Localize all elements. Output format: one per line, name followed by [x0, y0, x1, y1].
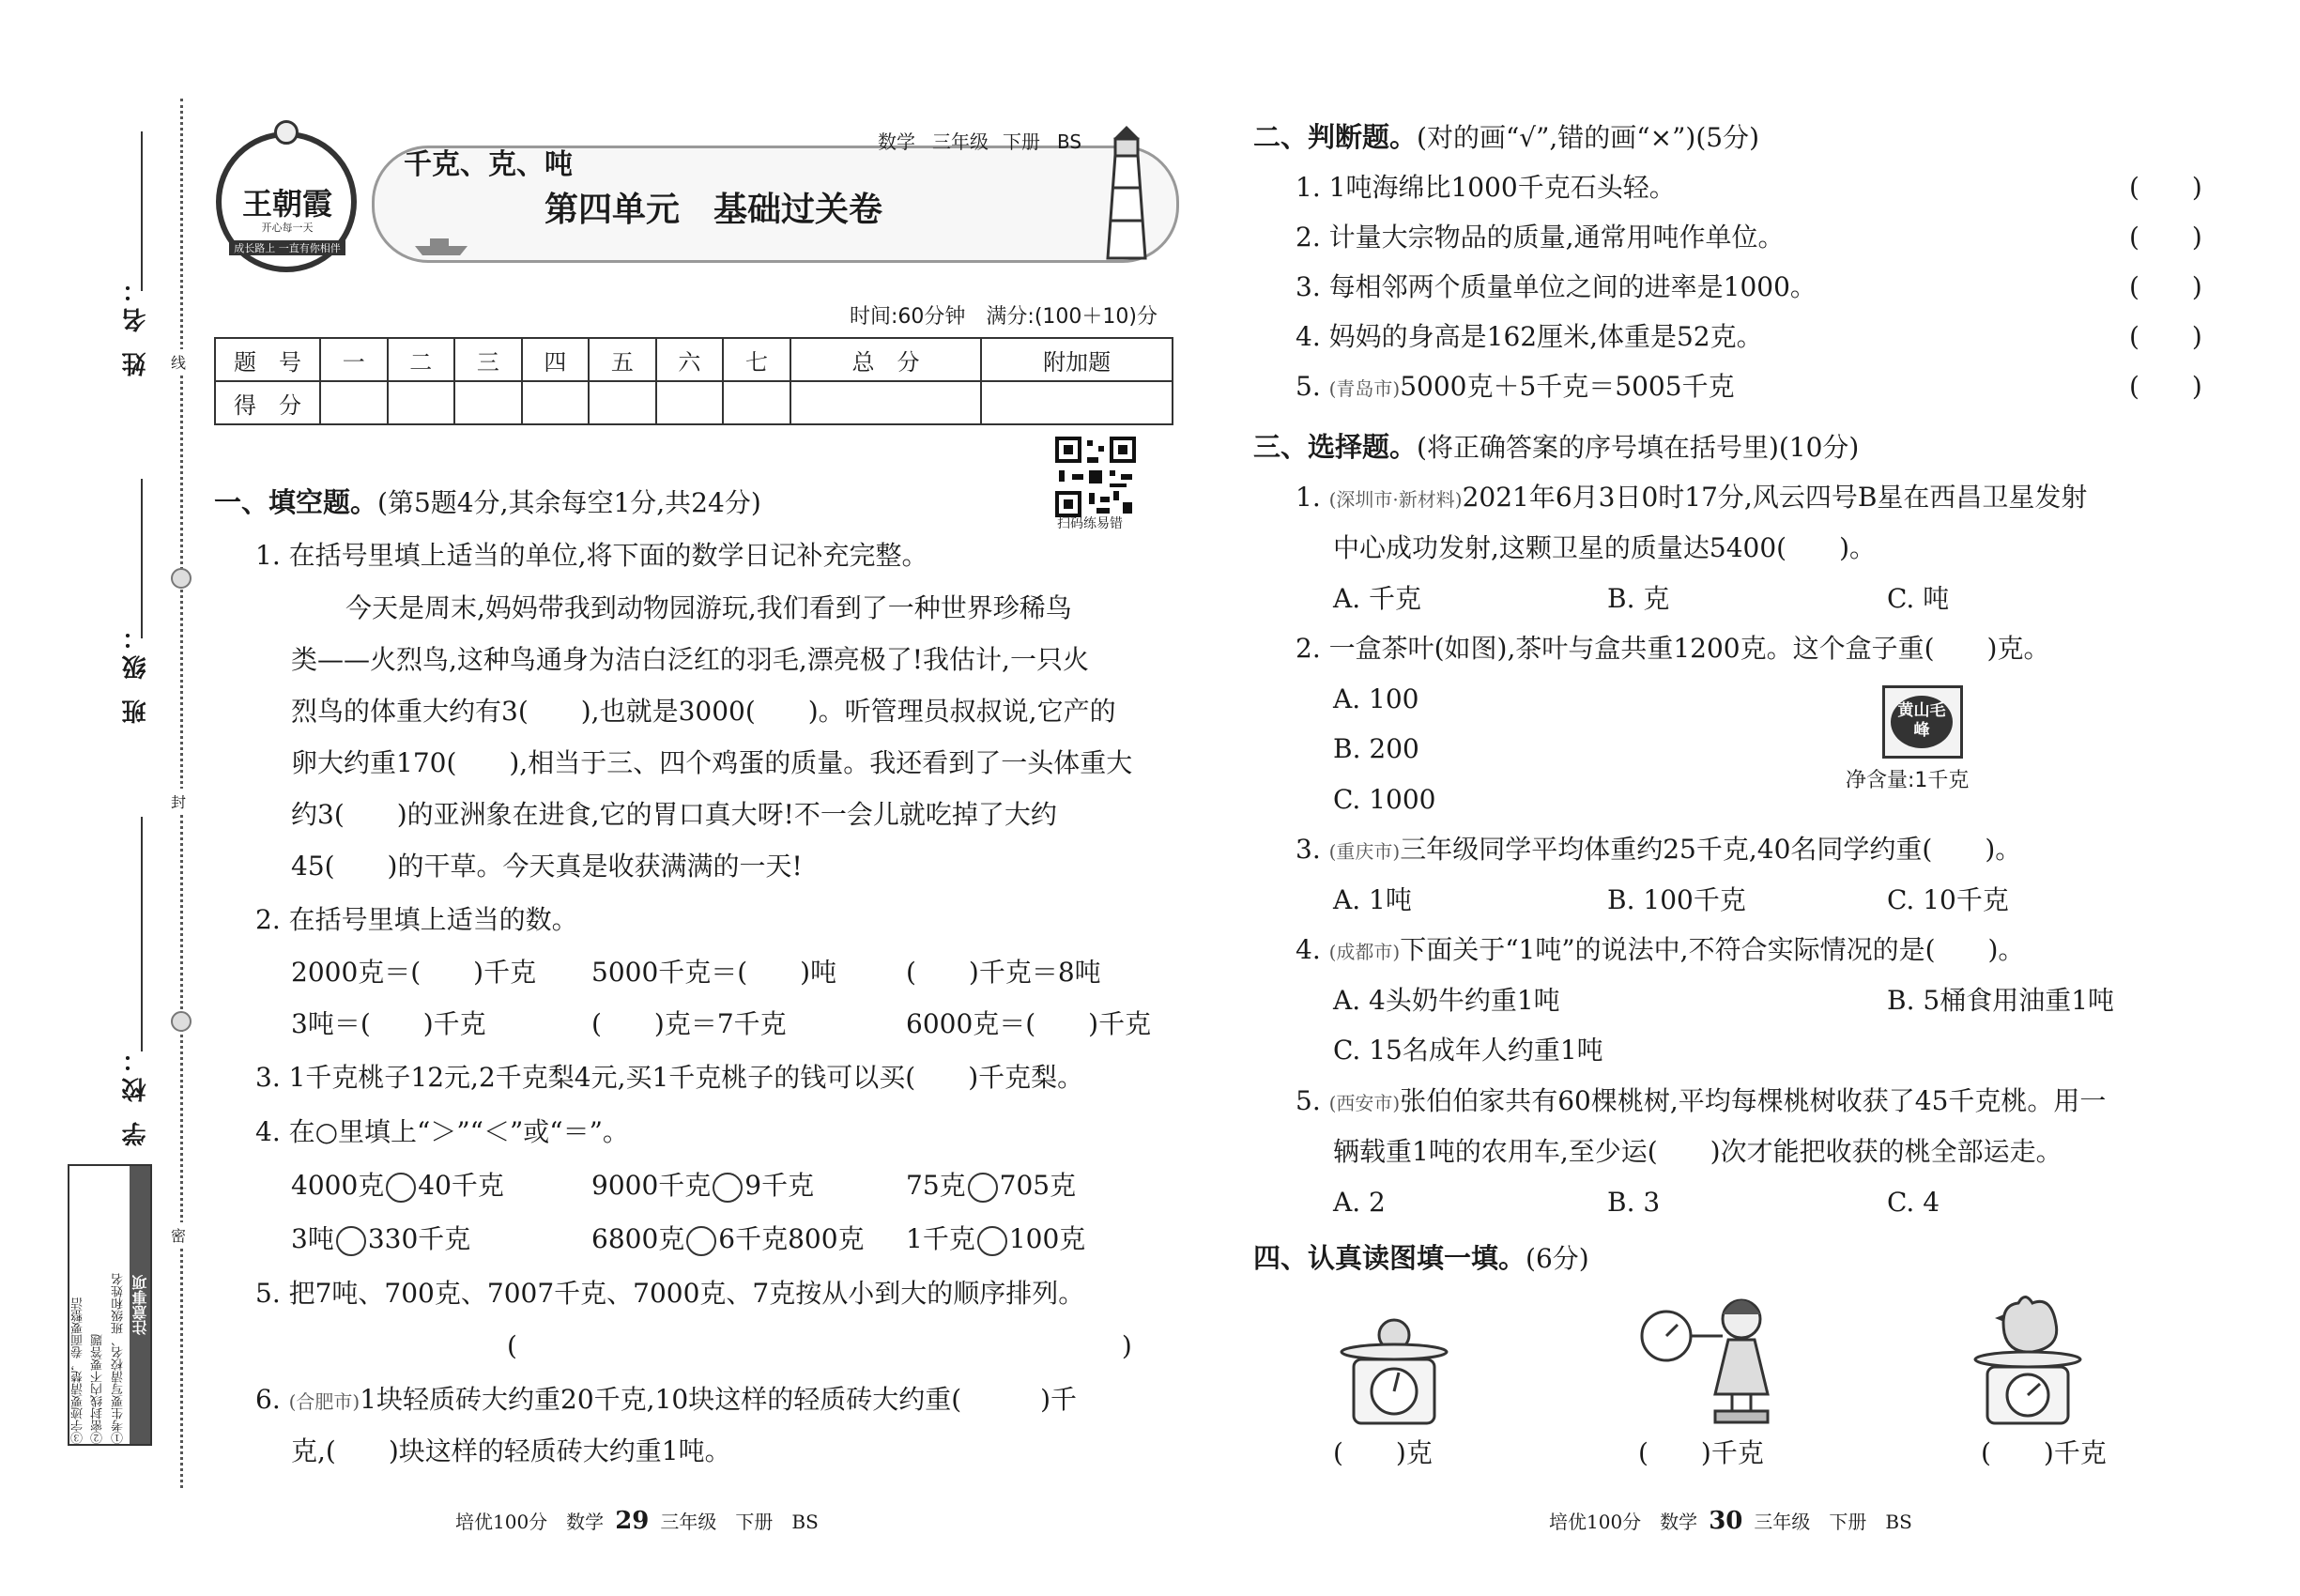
score-input[interactable] [656, 381, 724, 424]
figure-answer-3[interactable]: ( )千克 [1981, 1437, 2107, 1468]
time-info: 时间:60分钟 满分:(100＋10)分 [850, 305, 1158, 329]
judge-text: 每相邻两个质量单位之间的进率是1000。 [1328, 271, 1817, 302]
q2-item: ( )克＝7千克 [591, 1008, 787, 1039]
score-input[interactable] [790, 381, 982, 424]
diary-line: 45( )的干草。今天真是收获满满的一天! [291, 851, 803, 882]
binding-hole-bottom [171, 1011, 192, 1032]
diary-line: 卵大约重170( ),相当于三、四个鸡蛋的质量。我还看到了一头体重大 [291, 747, 1133, 778]
compare-circle[interactable] [713, 1173, 743, 1203]
meta-volume: 下册 [1003, 130, 1040, 153]
section2-note: (对的画“√”,错的画“×”)(5分) [1417, 122, 1759, 153]
q4-right: 9千克 [744, 1170, 815, 1201]
q4-compare [591, 1222, 865, 1256]
q2-item: ( )千克＝8吨 [906, 957, 1101, 988]
score-label: 得 分 [215, 381, 320, 424]
score-input[interactable] [981, 381, 1173, 424]
qr-code-icon[interactable] [1055, 437, 1136, 517]
c3-tag: (重庆市) [1328, 840, 1401, 863]
q2-item: 3吨＝( )千克 [291, 1008, 486, 1039]
diary-line: 烈鸟的体重大约有3( ),也就是3000( )。听管理员叔叔说,它产的 [291, 696, 1116, 727]
footer-right-meta: 三年级 下册 BS [1754, 1511, 1912, 1533]
scale-with-apple-icon [1333, 1314, 1455, 1427]
c3-text: 三年级同学平均体重约25千克,40名同学约重( )。 [1400, 834, 2022, 865]
q2-item: 6000克＝( )千克 [906, 1008, 1152, 1039]
c1-option: A. 千克 [1333, 583, 1422, 614]
section1-heading [214, 485, 761, 520]
score-input[interactable] [454, 381, 522, 424]
q4-left: 4000克 [291, 1170, 385, 1201]
judge-item [1296, 221, 1785, 254]
cut-char-2: 封 [169, 789, 188, 814]
footer-left [455, 1507, 819, 1535]
c4-line: 4. (成都市)下面关于“1吨”的说法中,不符合实际情况的是( )。 [1296, 934, 2025, 965]
binding-hole-top [171, 568, 192, 589]
q6-line2: 克,( )块这样的轻质砖大约重1吨。 [291, 1435, 731, 1466]
diary-line: 今天是周末,妈妈带我到动物园游玩,我们看到了一种世界珍稀鸟 [345, 592, 1072, 623]
footer-right-brand: 培优100分 数学 [1549, 1511, 1698, 1533]
girl-on-scale-icon [1638, 1291, 1798, 1427]
q2-item: 5000千克＝( )吨 [591, 957, 837, 988]
section2-title: 二、判断题。 [1253, 121, 1418, 153]
score-cell: 总 分 [790, 338, 982, 381]
c2-text: 2. 一盒茶叶(如图),茶叶与盒共重1200克。这个盒子重( )克。 [1296, 633, 2050, 664]
compare-circle[interactable] [977, 1226, 1007, 1256]
section3-title: 三、选择题。 [1253, 431, 1418, 463]
score-input[interactable] [589, 381, 656, 424]
c4-option: B. 5桶食用油重1吨 [1887, 985, 2115, 1016]
judge-bracket[interactable]: ( ) [2129, 172, 2202, 203]
judge-num: 4. [1296, 321, 1321, 352]
judge-num: 2. [1296, 222, 1321, 253]
score-cell: 五 [589, 338, 656, 381]
figure-answer-1[interactable]: ( )克 [1333, 1437, 1433, 1468]
c5-line2: 辆载重1吨的农用车,至少运( )次才能把收获的桃全部运走。 [1333, 1136, 2062, 1167]
score-cell: 四 [522, 338, 590, 381]
judge-num: 5. [1296, 371, 1321, 402]
tea-caption: 净含量:1千克 [1846, 769, 1970, 792]
c3-option: A. 1吨 [1333, 884, 1412, 915]
c1-line1: 1. (深圳市·新材料)2021年6月3日0时17分,风云四号B星在西昌卫星发射 [1296, 482, 2088, 513]
c4-option: C. 15名成年人约重1吨 [1333, 1035, 1603, 1066]
score-cell: 三 [454, 338, 522, 381]
c2-option: A. 100 [1333, 683, 1419, 714]
q1-text: 1. 在括号里填上适当的单位,将下面的数学日记补充完整。 [255, 540, 928, 571]
c2-option: B. 200 [1333, 733, 1419, 764]
judge-text: 5000克＋5千克＝5005千克 [1400, 371, 1735, 402]
c5-option: C. 4 [1887, 1187, 1940, 1218]
tea-box [1882, 685, 1963, 759]
q2-text: 2. 在括号里填上适当的数。 [255, 904, 578, 935]
c5-line1: 5. (西安市)张伯伯家共有60棵桃树,平均每棵桃树收获了45千克桃。用一 [1296, 1085, 2107, 1116]
class-line [141, 479, 143, 638]
diary-line: 类——火烈鸟,这种鸟通身为洁白泛红的羽毛,漂亮极了!我估计,一只火 [291, 644, 1089, 675]
logo-slogan: 成长路上 一直有你相伴 [229, 240, 345, 255]
judge-text: 妈妈的身高是162厘米,体重是52克。 [1328, 321, 1763, 352]
cut-char-1: 线 [169, 349, 188, 375]
score-table-header-row [215, 338, 1173, 381]
page-title: 第四单元 基础过关卷 [544, 191, 883, 229]
tea-box-label: 黄山毛峰 [1897, 701, 1946, 740]
judge-num: 1. [1296, 172, 1321, 203]
logo-badge [216, 131, 357, 272]
rooster-on-scale-icon [1967, 1286, 2089, 1427]
judge-num: 3. [1296, 271, 1321, 302]
ship-icon [413, 235, 469, 257]
page-number: 29 [615, 1507, 650, 1535]
q4-right: 40千克 [418, 1170, 504, 1201]
q4-right: 100克 [1008, 1223, 1086, 1254]
c1-option: B. 克 [1607, 583, 1670, 614]
school-line [141, 817, 143, 1051]
name-line [141, 131, 143, 291]
c5-tag: (西安市) [1328, 1092, 1401, 1114]
q4-compare [906, 1169, 1076, 1203]
score-input[interactable] [388, 381, 455, 424]
q6-text: 1块轻质砖大约重20千克,10块这样的轻质砖大约重( )千 [360, 1384, 1078, 1415]
section3-note: (将正确答案的序号填在括号里)(10分) [1417, 432, 1860, 463]
c1-line2: 中心成功发射,这颗卫星的质量达5400( )。 [1333, 532, 1877, 563]
section2-heading [1253, 120, 1759, 155]
c3-line: 3. (重庆市)三年级同学平均体重约25千克,40名同学约重( )。 [1296, 834, 2022, 865]
section4-title: 四、认真读图填一填。 [1253, 1242, 1526, 1274]
lighthouse-icon [1080, 122, 1183, 263]
figure-answer-2[interactable]: ( )千克 [1638, 1437, 1764, 1468]
judge-item [1296, 370, 1735, 406]
q4-compare [906, 1222, 1085, 1256]
topic-title: 千克、克、吨 [404, 148, 573, 181]
qr-caption: 扫码练易错 [1057, 516, 1123, 531]
c1-option: C. 吨 [1887, 583, 1950, 614]
score-cell: 二 [388, 338, 455, 381]
q4-left: 3吨 [291, 1223, 334, 1254]
notes-title: 注意事项 [130, 1166, 150, 1444]
judge-text: 计量大宗物品的质量,通常用吨作单位。 [1328, 222, 1785, 253]
section1-title: 一、填空题。 [214, 486, 378, 518]
class-label: 班 级： [122, 620, 150, 725]
c1-text: 2021年6月3日0时17分,风云四号B星在西昌卫星发射 [1462, 482, 2088, 513]
cut-char-3: 密 [169, 1222, 188, 1248]
q2-item: 2000克＝( )千克 [291, 957, 537, 988]
q4-left: 9000千克 [591, 1170, 712, 1201]
score-table-score-row [215, 381, 1173, 424]
section3-heading [1253, 430, 1859, 465]
score-cell: 六 [656, 338, 724, 381]
q4-left: 75克 [906, 1170, 966, 1201]
meta-subject: 数学 [878, 130, 915, 153]
note-3: ③字迹要清楚，卷面要整洁 [71, 1297, 86, 1444]
q4-text: 4. 在○里填上“＞”“＜”或“＝”。 [255, 1116, 629, 1147]
footer-right [1549, 1507, 1912, 1535]
q4-right: 705克 [999, 1170, 1077, 1201]
judge-text: 1吨海绵比1000千克石头轻。 [1328, 172, 1676, 203]
section4-heading [1253, 1241, 1589, 1276]
q4-right: 6千克800克 [718, 1223, 865, 1254]
score-cell: 题 号 [215, 338, 320, 381]
q6-tag: (合肥市) [288, 1390, 360, 1413]
judge-bracket[interactable]: ( ) [2129, 271, 2202, 302]
judge-item [1296, 270, 1817, 304]
notes-box [68, 1164, 152, 1446]
name-label: 姓 名： [122, 272, 150, 377]
score-input[interactable] [320, 381, 388, 424]
judge-bracket[interactable]: ( ) [2129, 321, 2202, 352]
note-2: ②密封线内不要答题 [91, 1334, 106, 1444]
q4-left: 1千克 [906, 1223, 975, 1254]
logo-text: 王朝霞 [241, 186, 332, 222]
page-number: 30 [1709, 1507, 1743, 1535]
c1-tag: (深圳市·新材料) [1328, 488, 1463, 511]
q4-right: 330千克 [367, 1223, 471, 1254]
section1-note: (第5题4分,其余每空1分,共24分) [377, 487, 761, 518]
q4-compare [591, 1169, 814, 1203]
c4-tag: (成都市) [1328, 941, 1401, 963]
q6-line1: 6. (合肥市)1块轻质砖大约重20千克,10块这样的轻质砖大约重( )千 [255, 1384, 1078, 1415]
note-1: ①考生要写清校名、班级和姓名 [111, 1273, 126, 1444]
judge-tag: (青岛市) [1328, 377, 1401, 400]
c3-option: C. 10千克 [1887, 884, 2009, 915]
meta-grade: 三年级 [932, 130, 989, 153]
q3-text: 3. 1千克桃子12元,2千克梨4元,买1千克桃子的钱可以买( )千克梨。 [255, 1062, 1084, 1093]
logo-sub: 开心每一天 [261, 222, 314, 234]
compare-circle[interactable] [336, 1226, 366, 1256]
compare-circle[interactable] [686, 1226, 716, 1256]
c4-option: A. 4头奶牛约重1吨 [1333, 985, 1560, 1016]
score-cell: 七 [723, 338, 790, 381]
section4-note: (6分) [1526, 1243, 1589, 1274]
compare-circle[interactable] [386, 1173, 416, 1203]
score-cell: 附加题 [981, 338, 1173, 381]
score-input[interactable] [522, 381, 590, 424]
q5-answer[interactable]: ( ) [507, 1330, 1132, 1361]
q4-left: 6800克 [591, 1223, 685, 1254]
score-table [214, 337, 1173, 425]
judge-item [1296, 171, 1676, 205]
judge-bracket[interactable]: ( ) [2129, 371, 2202, 402]
school-label: 学 校： [122, 1042, 150, 1147]
compare-circle[interactable] [968, 1173, 998, 1203]
footer-left-brand: 培优100分 数学 [455, 1511, 605, 1533]
diary-line: 约3( )的亚洲象在进食,它的胃口真大呀!不一会儿就吃掉了大约 [291, 799, 1057, 830]
judge-item [1296, 320, 1763, 354]
c4-text: 下面关于“1吨”的说法中,不符合实际情况的是( )。 [1400, 934, 2025, 965]
score-cell: 一 [320, 338, 388, 381]
q5-text: 5. 把7吨、700克、7007千克、7000克、7克按从小到大的顺序排列。 [255, 1278, 1085, 1309]
score-input[interactable] [723, 381, 790, 424]
c5-text: 张伯伯家共有60棵桃树,平均每棵桃树收获了45千克桃。用一 [1400, 1085, 2107, 1116]
q4-compare [291, 1169, 504, 1203]
footer-left-meta: 三年级 下册 BS [660, 1511, 819, 1533]
q4-compare [291, 1222, 470, 1256]
logo-crown-icon [274, 120, 299, 145]
meta-edition: BS [1057, 130, 1082, 153]
c5-option: B. 3 [1607, 1187, 1661, 1218]
judge-bracket[interactable]: ( ) [2129, 222, 2202, 253]
c5-option: A. 2 [1333, 1187, 1386, 1218]
c2-option: C. 1000 [1333, 784, 1436, 815]
c3-option: B. 100千克 [1607, 884, 1746, 915]
